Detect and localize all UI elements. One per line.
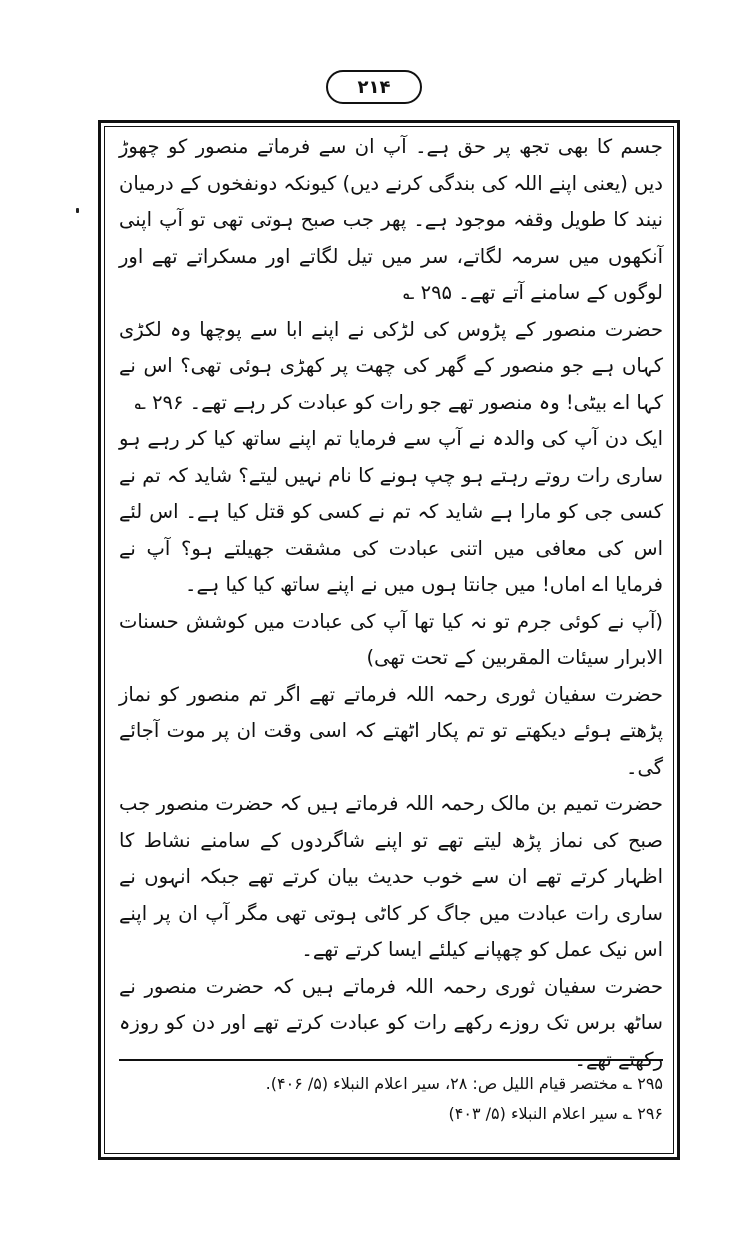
paragraph: جسم کا بھی تجھ پر حق ہے۔ آپ ان سے فرماتے منصور کو چھوڑ دیں (یعنی اپنے اللہ کی بندگی کرنے دیں) کیونکہ دونفخوں کے درمیان نیند کا طویل وقفہ موجود ہے۔ پھر جب صبح ہوتی تھی تو آپ اپنی آنکھوں میں سرمہ لگاتے، سر میں تیل لگاتے اور مسکراتے تھے اور لوگوں کے سامنے آتے تھے۔ ۲۹۵ ؎ bbox=[119, 135, 663, 304]
footnote-divider bbox=[119, 1059, 663, 1061]
page-number: ۲۱۴ bbox=[357, 76, 391, 98]
paragraph: حضرت سفیان ثوری رحمہ اللہ فرماتے ہیں کہ حضرت منصور نے ساٹھ برس تک روزے رکھے رات کو عبادت کرتے تھے اور دن کو روزہ رکھتے تھے۔ bbox=[119, 974, 663, 1071]
footnote: ۲۹۵ ؎ مختصر قیام اللیل ص: ۲۸، سیر اعلام النبلاء (۵/ ۴۰۶). bbox=[265, 1074, 663, 1093]
margin-mark bbox=[76, 208, 79, 213]
page-frame bbox=[98, 120, 680, 1160]
page-number-badge bbox=[326, 70, 422, 104]
paragraph: حضرت تمیم بن مالک رحمہ اللہ فرماتے ہیں کہ حضرت منصور جب صبح کی نماز پڑھ لیتے تھے تو اپنے شاگردوں کے سامنے نشاط کا اظہار کرتے تھے ان سے خوب حدیث بیان کرتے تھے جبکہ انہوں نے ساری رات عبادت میں جاگ کر کاٹی ہوتی تھی مگر آپ ان پر اپنے اس نیک عمل کو چھپانے کیلئے ایسا کرتے تھے۔ bbox=[119, 792, 663, 961]
footnotes bbox=[119, 1069, 663, 1129]
paragraph: حضرت منصور کے پڑوس کی لڑکی نے اپنے ابا سے پوچھا وہ لکڑی کہاں ہے جو منصور کے گھر کی چھت پر کھڑی ہوئی تھی؟ اس نے کہا اے بیٹی! وہ منصور تھے جو رات کو عبادت کر رہے تھے۔ ۲۹۶ ؎ bbox=[119, 317, 663, 414]
footnote: ۲۹۶ ؎ سیر اعلام النبلاء (۵/ ۴۰۳) bbox=[448, 1104, 663, 1123]
paragraph: (آپ نے کوئی جرم تو نہ کیا تھا آپ کی عبادت میں کوشش حسنات الابرار سیئات المقربین کے تحت تھی) bbox=[119, 609, 663, 669]
body-text bbox=[119, 129, 663, 1078]
paragraph: ایک دن آپ کی والدہ نے آپ سے فرمایا تم اپنے ساتھ کیا کر رہے ہو ساری رات روتے رہتے ہو چپ ہونے کا نام نہیں لیتے؟ شاید کہ تم نے کسی جی کو مارا ہے شاید کہ تم نے کسی کو قتل کیا ہے۔ اس لئے اس کی معافی میں اتنی عبادت کی مشقت جھیلتے ہو؟ آپ نے فرمایا اے اماں! میں جانتا ہوں میں نے اپنے ساتھ کیا کیا ہے۔ bbox=[119, 427, 663, 596]
paragraph: حضرت سفیان ثوری رحمہ اللہ فرماتے تھے اگر تم منصور کو نماز پڑھتے ہوئے دیکھتے تو تم پکار اٹھتے کہ اسی وقت ان پر موت آجائے گی۔ bbox=[119, 682, 663, 779]
